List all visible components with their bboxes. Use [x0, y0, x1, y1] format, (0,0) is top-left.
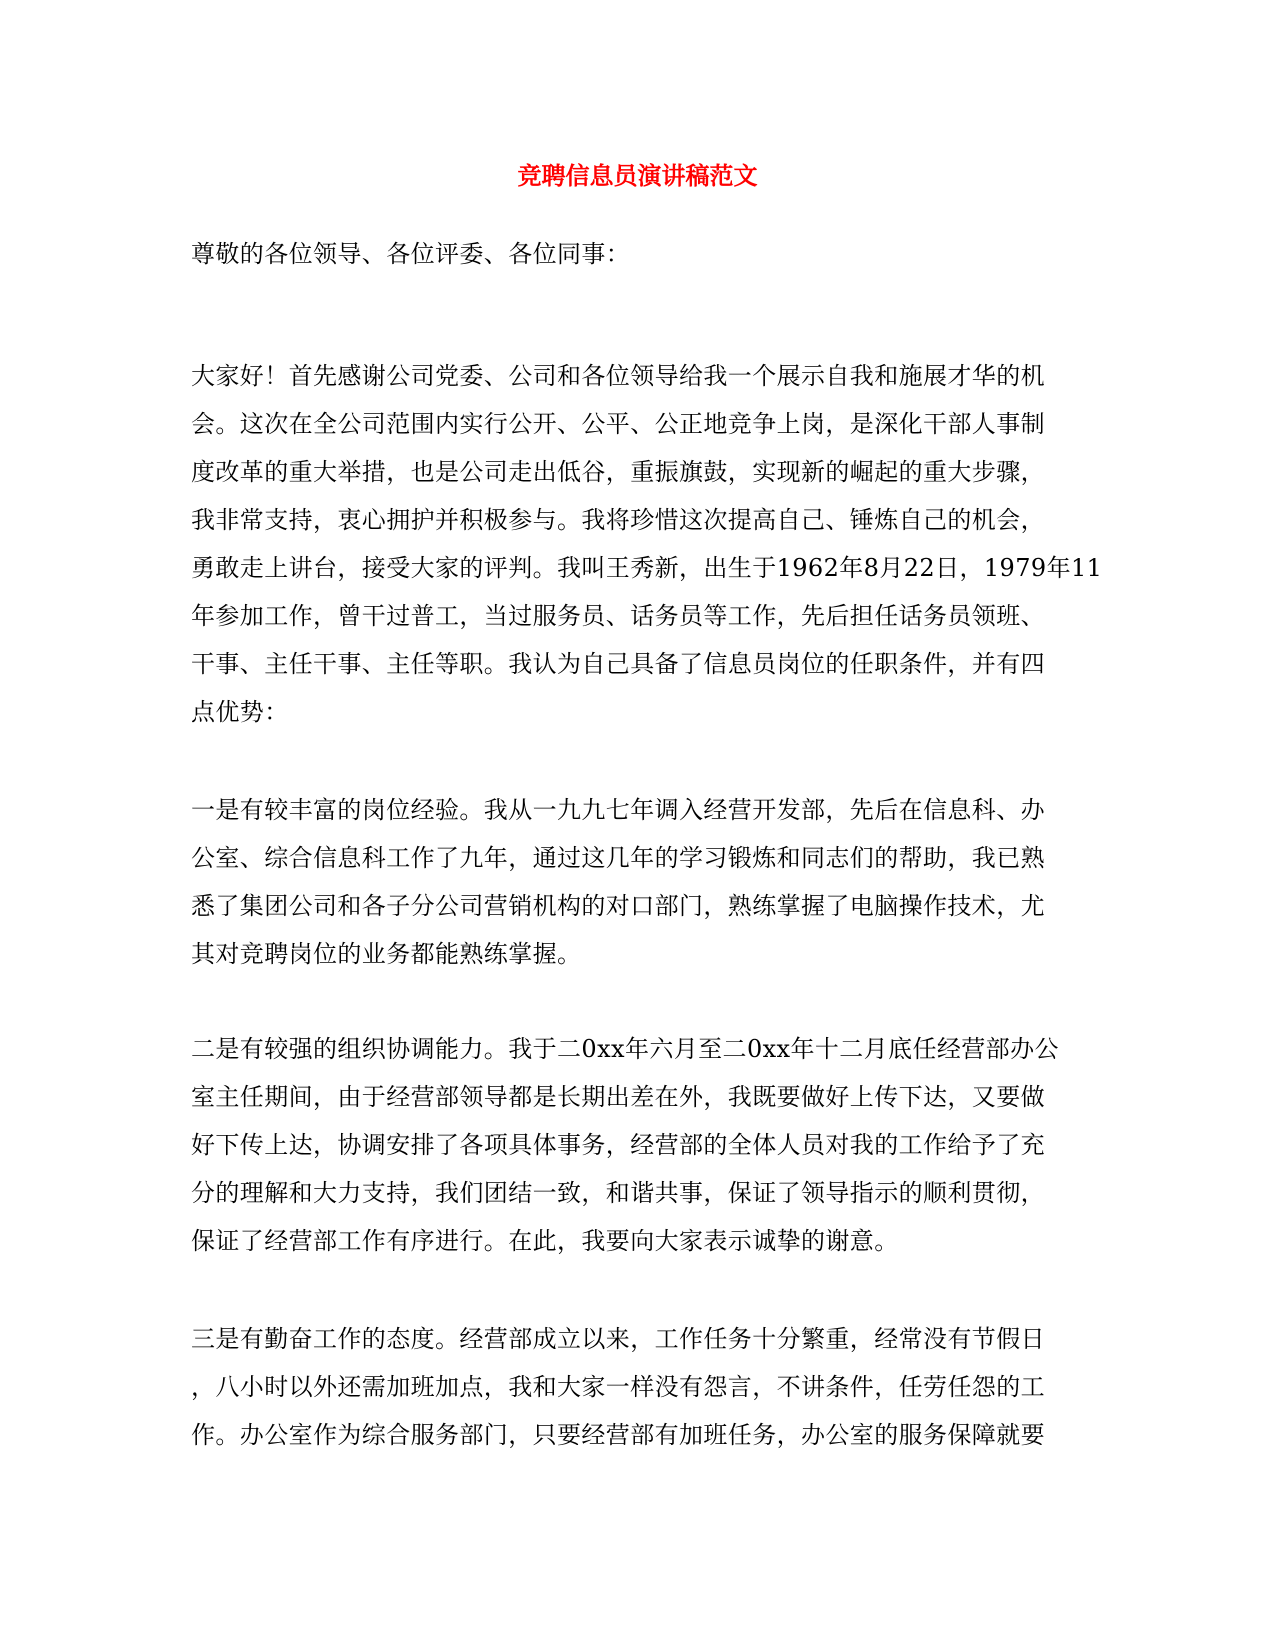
- paragraph-line: 我非常支持，衷心拥护并积极参与。我将珍惜这次提高自己、锤炼自己的机会，: [191, 506, 1045, 534]
- paragraph-line: 年参加工作，曾干过普工，当过服务员、话务员等工作，先后担任话务员领班、: [191, 602, 1045, 630]
- paragraph-line: 二是有较强的组织协调能力。我于二0xx年六月至二0xx年十二月底任经营部办公: [191, 1035, 1059, 1063]
- paragraph-line: 勇敢走上讲台，接受大家的评判。我叫王秀新，出生于1962年8月22日，1979年11: [191, 554, 1103, 582]
- paragraph-4: [191, 1315, 1081, 1459]
- document-title: 竞聘信息员演讲稿范文: [517, 161, 758, 190]
- paragraph-line: 室主任期间，由于经营部领导都是长期出差在外，我既要做好上传下达，又要做: [191, 1083, 1045, 1111]
- paragraph-line: 度改革的重大举措，也是公司走出低谷，重振旗鼓，实现新的崛起的重大步骤，: [191, 458, 1045, 486]
- paragraph-1: [191, 352, 1103, 736]
- paragraph-3: [191, 1025, 1081, 1265]
- paragraph-line: ，八小时以外还需加班加点，我和大家一样没有怨言，不讲条件，任劳任怨的工: [191, 1373, 1045, 1401]
- paragraph-line: 悉了集团公司和各子分公司营销机构的对口部门，熟练掌握了电脑操作技术，尤: [191, 892, 1045, 920]
- paragraph-line: 会。这次在全公司范围内实行公开、公平、公正地竞争上岗，是深化干部人事制: [191, 410, 1045, 438]
- paragraph-2: [191, 786, 1081, 978]
- paragraph-line: 点优势：: [191, 698, 289, 726]
- paragraph-line: 三是有勤奋工作的态度。经营部成立以来，工作任务十分繁重，经常没有节假日: [191, 1325, 1045, 1353]
- paragraph-line: 干事、主任干事、主任等职。我认为自己具备了信息员岗位的任职条件，并有四: [191, 650, 1045, 678]
- paragraph-line: 保证了经营部工作有序进行。在此，我要向大家表示诚挚的谢意。: [191, 1227, 899, 1255]
- paragraph-line: 作。办公室作为综合服务部门，只要经营部有加班任务，办公室的服务保障就要: [191, 1421, 1045, 1449]
- paragraph-line: 其对竞聘岗位的业务都能熟练掌握。: [191, 940, 582, 968]
- paragraph-line: 分的理解和大力支持，我们团结一致，和谐共事，保证了领导指示的顺利贯彻，: [191, 1179, 1045, 1207]
- paragraph-line: 一是有较丰富的岗位经验。我从一九九七年调入经营开发部，先后在信息科、办: [191, 796, 1045, 824]
- paragraph-line: 好下传上达，协调安排了各项具体事务，经营部的全体人员对我的工作给予了充: [191, 1131, 1045, 1159]
- paragraph-line: 公室、综合信息科工作了九年，通过这几年的学习锻炼和同志们的帮助，我已熟: [191, 844, 1045, 872]
- greeting-line: 尊敬的各位领导、各位评委、各位同事：: [191, 240, 631, 268]
- paragraph-line: 大家好！首先感谢公司党委、公司和各位领导给我一个展示自我和施展才华的机: [191, 362, 1045, 390]
